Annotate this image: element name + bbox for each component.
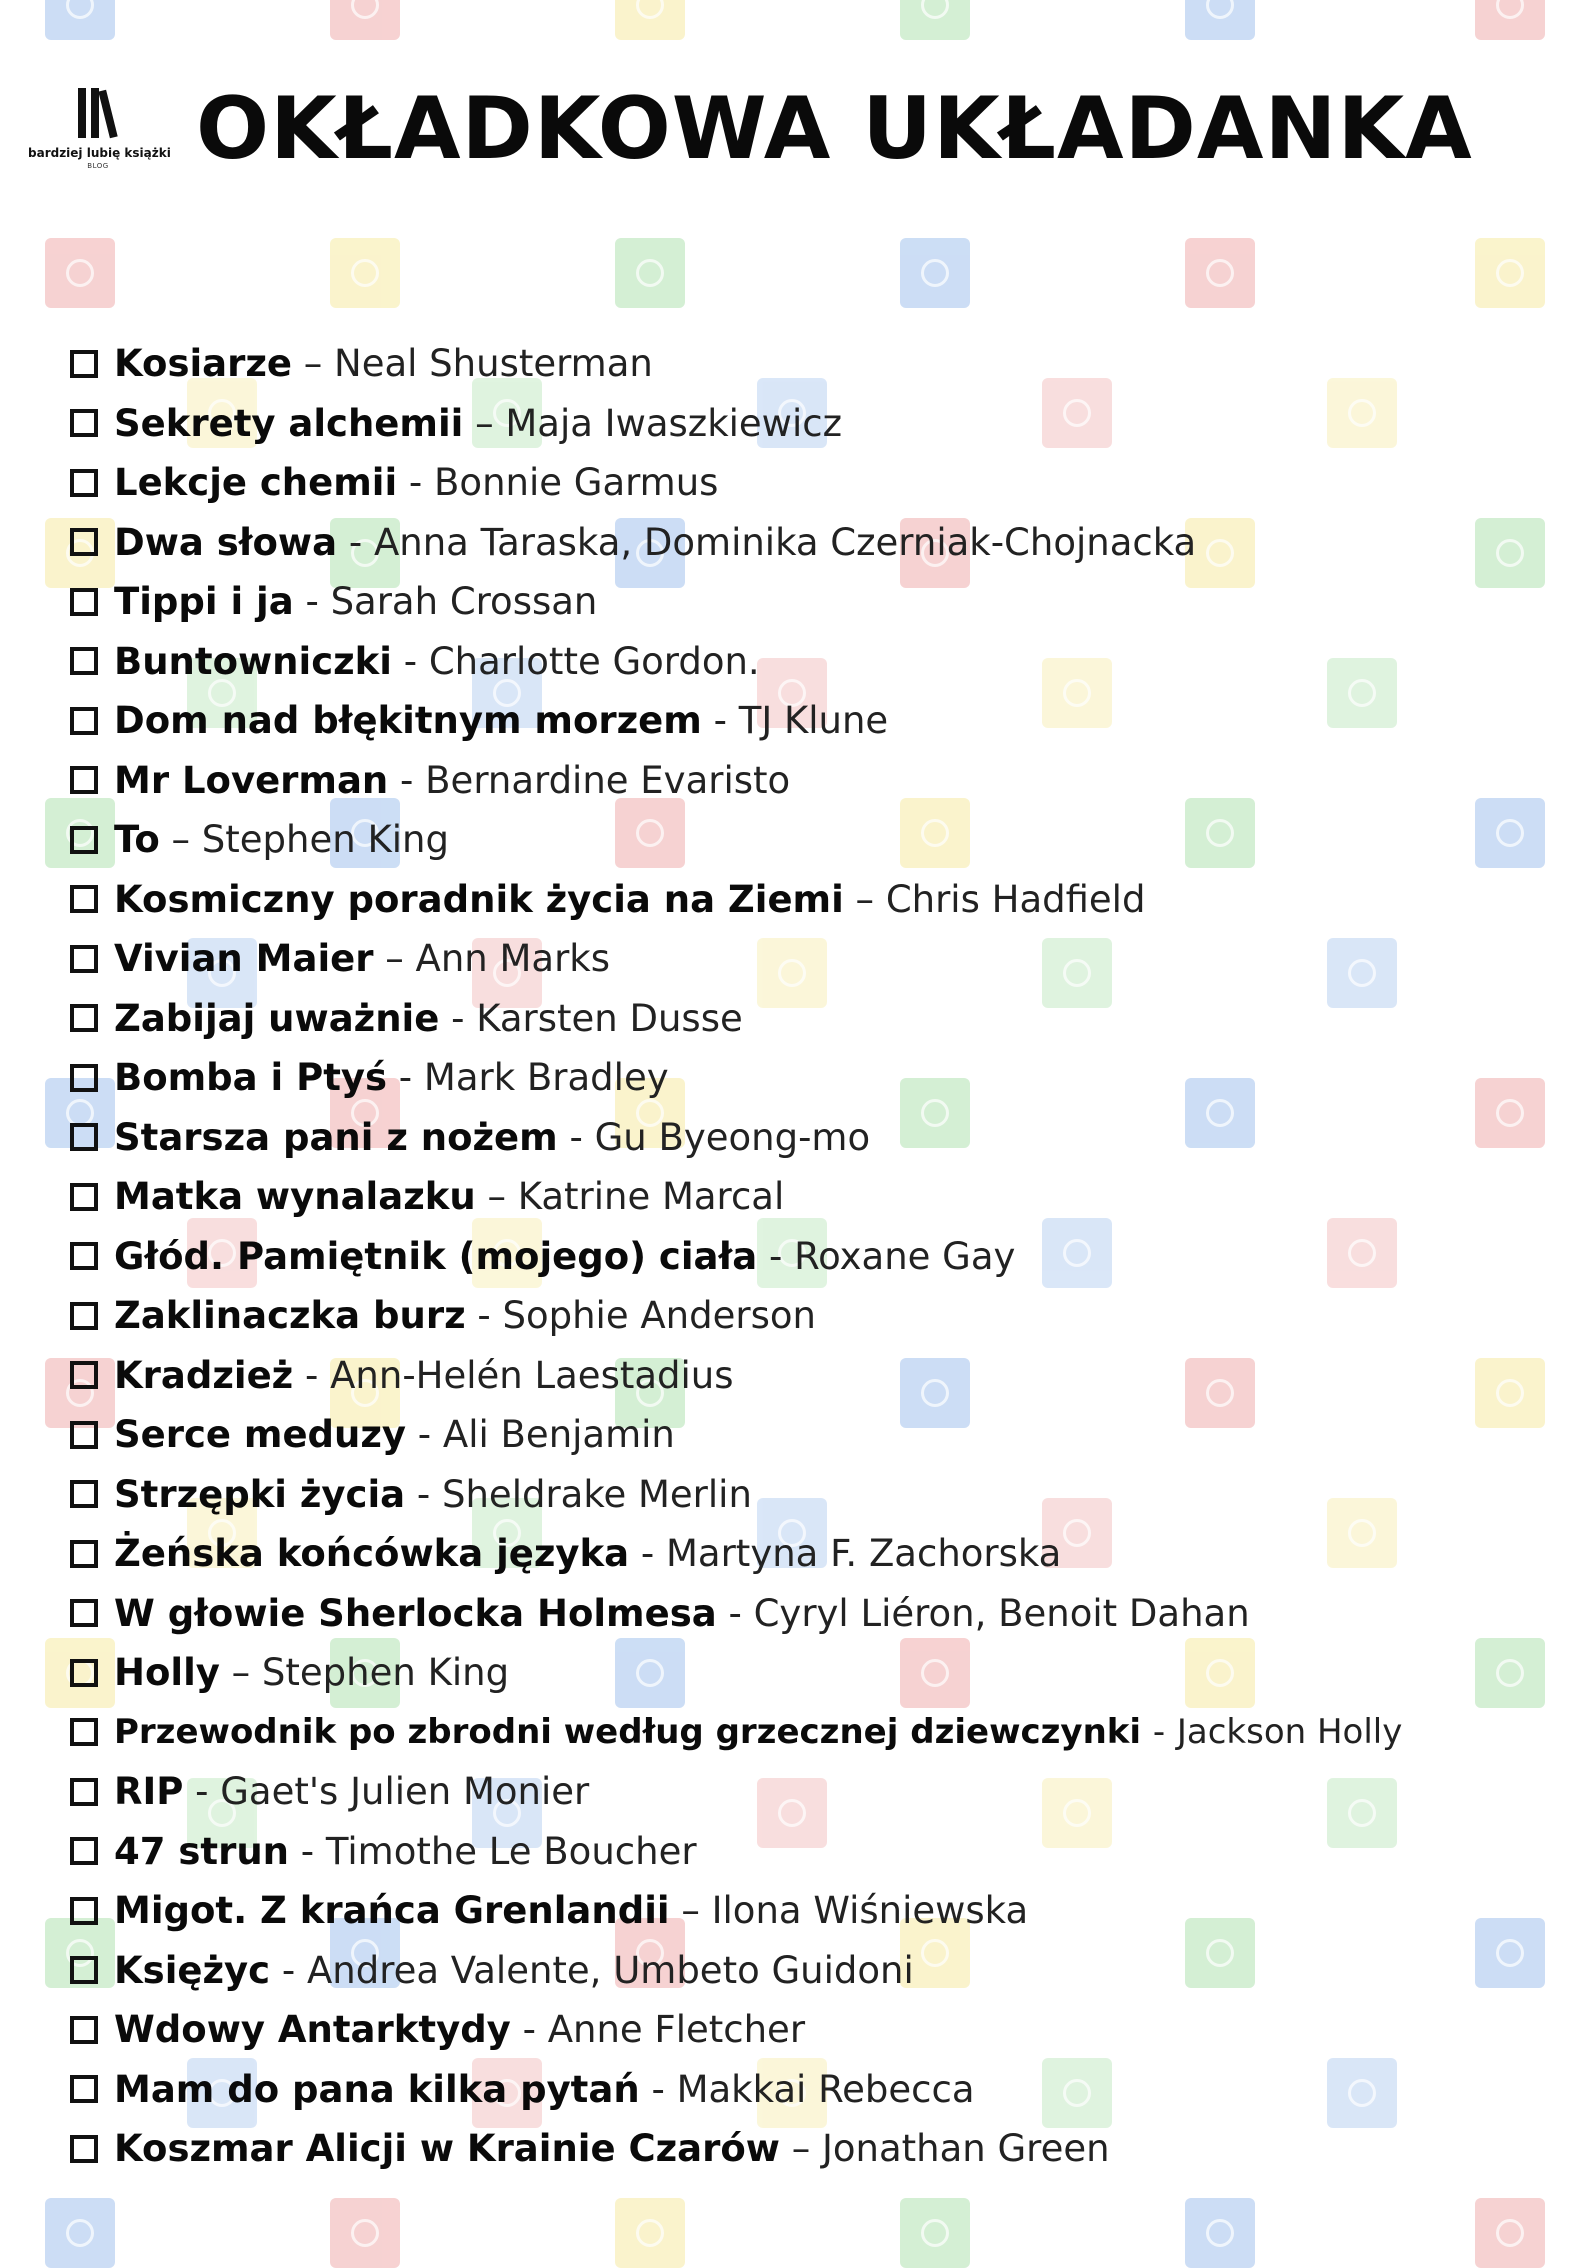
book-checkbox[interactable] (70, 1421, 98, 1449)
book-checkbox[interactable] (70, 2016, 98, 2044)
book-checkbox[interactable] (70, 2135, 98, 2163)
book-checkbox[interactable] (70, 1956, 98, 1984)
title-author-separator: - (305, 580, 319, 623)
background-tile (1185, 238, 1255, 308)
title-author-separator: - (569, 1115, 583, 1159)
book-author: Anna Taraska, Dominika Czerniak-Chojnacka (373, 520, 1197, 564)
book-checkbox[interactable] (70, 647, 98, 675)
book-author: Bernardine Evaristo (425, 758, 791, 802)
book-list-item (70, 1405, 1580, 1465)
book-title: Serce meduzy (114, 1413, 407, 1456)
book-list-item (70, 929, 1580, 989)
title-author-separator: - (348, 520, 363, 564)
book-list-item (70, 1584, 1580, 1644)
book-title: Tippi i ja (114, 580, 294, 623)
book-title: Przewodnik po zbrodni według grzecznej dziewczynki (114, 1711, 1142, 1752)
book-list-item (70, 1286, 1580, 1346)
book-list-item (70, 1822, 1580, 1882)
book-checkbox[interactable] (70, 1599, 98, 1627)
title-author-separator: - (451, 996, 465, 1040)
book-list-item (70, 1227, 1580, 1287)
book-list-item (70, 2119, 1580, 2179)
book-checkbox[interactable] (70, 409, 98, 437)
book-author: Ann Marks (415, 937, 611, 980)
title-author-separator: - (1152, 1711, 1166, 1752)
title-author-separator: - (400, 758, 414, 802)
book-checkbox[interactable] (70, 1183, 98, 1211)
book-title: Żeńska końcówka języka (114, 1532, 630, 1575)
book-title: Zaklinaczka burz (114, 1294, 466, 1337)
book-title: Kradzież (114, 1353, 294, 1397)
book-author: Chris Hadfield (885, 877, 1146, 921)
book-title: RIP (114, 1770, 184, 1813)
page-title: OKŁADKOWA UKŁADANKA (196, 79, 1473, 179)
book-list-item (70, 1703, 1580, 1763)
book-checkbox[interactable] (70, 885, 98, 913)
book-checklist (70, 334, 1580, 2179)
book-author: Jonathan Green (822, 2127, 1110, 2170)
book-author: Sophie Anderson (502, 1294, 816, 1337)
book-list-item (70, 453, 1580, 513)
book-list-item (70, 1643, 1580, 1703)
book-title: Matka wynalazku (114, 1175, 476, 1218)
book-checkbox[interactable] (70, 1302, 98, 1330)
book-checkbox[interactable] (70, 469, 98, 497)
book-title: Vivian Maier (114, 937, 374, 980)
book-list-item (70, 334, 1580, 394)
book-list-item (70, 632, 1580, 692)
background-tile (1185, 0, 1255, 40)
title-author-separator: - (416, 1472, 431, 1516)
title-author-separator: – (487, 1175, 506, 1218)
book-title: Dwa słowa (114, 520, 338, 564)
title-author-separator: - (281, 1948, 296, 1992)
book-author: Sarah Crossan (330, 580, 598, 623)
book-author: Stephen King (261, 1651, 510, 1694)
title-author-separator: - (522, 2008, 536, 2051)
title-author-separator: - (195, 1770, 209, 1813)
book-author: Jackson Holly (1176, 1711, 1403, 1752)
book-list-item (70, 1346, 1580, 1406)
book-author: Martyna F. Zachorska (666, 1532, 1062, 1575)
book-list-item (70, 1108, 1580, 1168)
book-title: Mam do pana kilka pytań (114, 2067, 640, 2111)
book-title: Lekcje chemii (114, 461, 398, 504)
book-list-item (70, 989, 1580, 1049)
book-title: Kosmiczny poradnik życia na Ziemi (114, 877, 844, 921)
books-logo-icon (28, 86, 168, 142)
book-list-item (70, 2060, 1580, 2120)
background-tile (330, 2198, 400, 2268)
book-checkbox[interactable] (70, 1837, 98, 1865)
logo-name: bardziej lubię książki (28, 146, 171, 160)
book-author: Mark Bradley (423, 1056, 669, 1099)
book-checkbox[interactable] (70, 945, 98, 973)
book-author: Andrea Valente, Umbeto Guidoni (306, 1948, 914, 1992)
blog-logo (28, 86, 171, 182)
title-author-separator: - (728, 1591, 742, 1635)
title-author-separator: - (403, 639, 418, 683)
background-tile (45, 2198, 115, 2268)
book-checkbox[interactable] (70, 1004, 98, 1032)
book-title: Dom nad błękitnym morzem (114, 699, 702, 742)
book-title: Sekrety alchemii (114, 401, 464, 445)
book-checkbox[interactable] (70, 766, 98, 794)
background-tile (330, 0, 400, 40)
title-author-separator: - (713, 699, 727, 742)
book-author: Cyryl Liéron, Benoit Dahan (753, 1591, 1250, 1635)
book-list-item (70, 870, 1580, 930)
background-tile (1185, 2198, 1255, 2268)
book-checkbox[interactable] (70, 1480, 98, 1508)
title-author-separator: – (681, 1889, 700, 1932)
title-author-separator: – (855, 877, 875, 921)
book-title: Zabijaj uważnie (114, 996, 440, 1040)
book-checkbox[interactable] (70, 826, 98, 854)
background-tile (900, 238, 970, 308)
title-author-separator: – (171, 818, 191, 861)
background-tile (330, 238, 400, 308)
book-checkbox[interactable] (70, 1659, 98, 1687)
book-checkbox[interactable] (70, 1718, 98, 1746)
title-author-separator: - (398, 1056, 413, 1099)
book-title: Migot. Z krańca Grenlandii (114, 1889, 670, 1932)
book-title: Kosiarze (114, 342, 292, 385)
title-author-separator: - (640, 1532, 655, 1575)
book-title: W głowie Sherlocka Holmesa (114, 1591, 717, 1635)
book-title: Buntowniczki (114, 639, 392, 683)
book-title: Holly (114, 1651, 220, 1694)
book-author: Roxane Gay (794, 1234, 1016, 1278)
book-checkbox[interactable] (70, 707, 98, 735)
book-author: Stephen King (201, 818, 449, 861)
book-author: TJ Klune (738, 699, 889, 742)
book-author: Sheldrake Merlin (442, 1472, 752, 1516)
book-list-item (70, 1048, 1580, 1108)
background-tile (615, 238, 685, 308)
book-author: Charlotte Gordon. (428, 639, 760, 683)
book-title: Głód. Pamiętnik (mojego) ciała (114, 1234, 758, 1278)
title-author-separator: – (231, 1651, 251, 1694)
book-title: Strzępki życia (114, 1472, 406, 1516)
book-list-item (70, 1941, 1580, 2001)
background-tile (1475, 238, 1545, 308)
title-author-separator: - (417, 1413, 432, 1456)
book-author: Karsten Dusse (476, 996, 743, 1040)
book-checkbox[interactable] (70, 1778, 98, 1806)
book-title: To (114, 818, 160, 861)
background-tile (1475, 2198, 1545, 2268)
book-list-item (70, 1167, 1580, 1227)
title-author-separator: – (475, 401, 494, 445)
book-author: Makkai Rebecca (676, 2067, 975, 2111)
book-title: Wdowy Antarktydy (114, 2008, 511, 2051)
book-list-item (70, 513, 1580, 573)
background-tile (900, 0, 970, 40)
title-author-separator: - (300, 1829, 315, 1873)
title-author-separator: - (768, 1234, 783, 1278)
book-checkbox[interactable] (70, 350, 98, 378)
title-author-separator: - (477, 1294, 491, 1337)
book-title: 47 strun (114, 1829, 290, 1873)
book-checkbox[interactable] (70, 1361, 98, 1389)
book-checkbox[interactable] (70, 1064, 98, 1092)
book-author: Ann-Helén Laestadius (330, 1353, 734, 1397)
book-title: Bomba i Ptyś (114, 1056, 388, 1099)
book-list-item (70, 1465, 1580, 1525)
background-tile (900, 2198, 970, 2268)
book-author: Anne Fletcher (547, 2008, 806, 2051)
book-author: Ilona Wiśniewska (711, 1889, 1029, 1932)
book-list-item (70, 394, 1580, 454)
book-author: Bonnie Garmus (434, 461, 719, 504)
book-checkbox[interactable] (70, 1123, 98, 1151)
book-checkbox[interactable] (70, 1540, 98, 1568)
book-checkbox[interactable] (70, 1242, 98, 1270)
book-checkbox[interactable] (70, 588, 98, 616)
title-author-separator: - (304, 1353, 319, 1397)
book-list-item (70, 810, 1580, 870)
book-checkbox[interactable] (70, 528, 98, 556)
book-title: Mr Loverman (114, 758, 389, 802)
book-title: Koszmar Alicji w Krainie Czarów (114, 2127, 780, 2170)
background-tile (45, 0, 115, 40)
book-list-item (70, 691, 1580, 751)
book-author: Ali Benjamin (442, 1413, 675, 1456)
book-title: Księżyc (114, 1948, 271, 1992)
book-list-item (70, 1762, 1580, 1822)
title-author-separator: – (303, 342, 323, 385)
title-author-separator: – (791, 2127, 811, 2170)
title-author-separator: – (385, 937, 404, 980)
book-list-item (70, 751, 1580, 811)
background-tile (615, 2198, 685, 2268)
background-tile (1475, 0, 1545, 40)
logo-subtitle: BLOG (87, 162, 109, 170)
book-list-item (70, 2000, 1580, 2060)
background-tile (615, 0, 685, 40)
book-list-item (70, 1524, 1580, 1584)
book-author: Timothe Le Boucher (325, 1829, 697, 1873)
book-list-item (70, 1881, 1580, 1941)
book-author: Gaet's Julien Monier (220, 1770, 590, 1813)
title-author-separator: - (408, 461, 423, 504)
book-author: Gu Byeong-mo (594, 1115, 871, 1159)
title-author-separator: - (651, 2067, 665, 2111)
book-checkbox[interactable] (70, 2075, 98, 2103)
book-author: Katrine Marcal (517, 1175, 785, 1218)
background-tile (45, 238, 115, 308)
book-author: Maja Iwaszkiewicz (505, 401, 842, 445)
book-author: Neal Shusterman (334, 342, 653, 385)
book-list-item (70, 572, 1580, 632)
book-title: Starsza pani z nożem (114, 1115, 558, 1159)
book-checkbox[interactable] (70, 1897, 98, 1925)
